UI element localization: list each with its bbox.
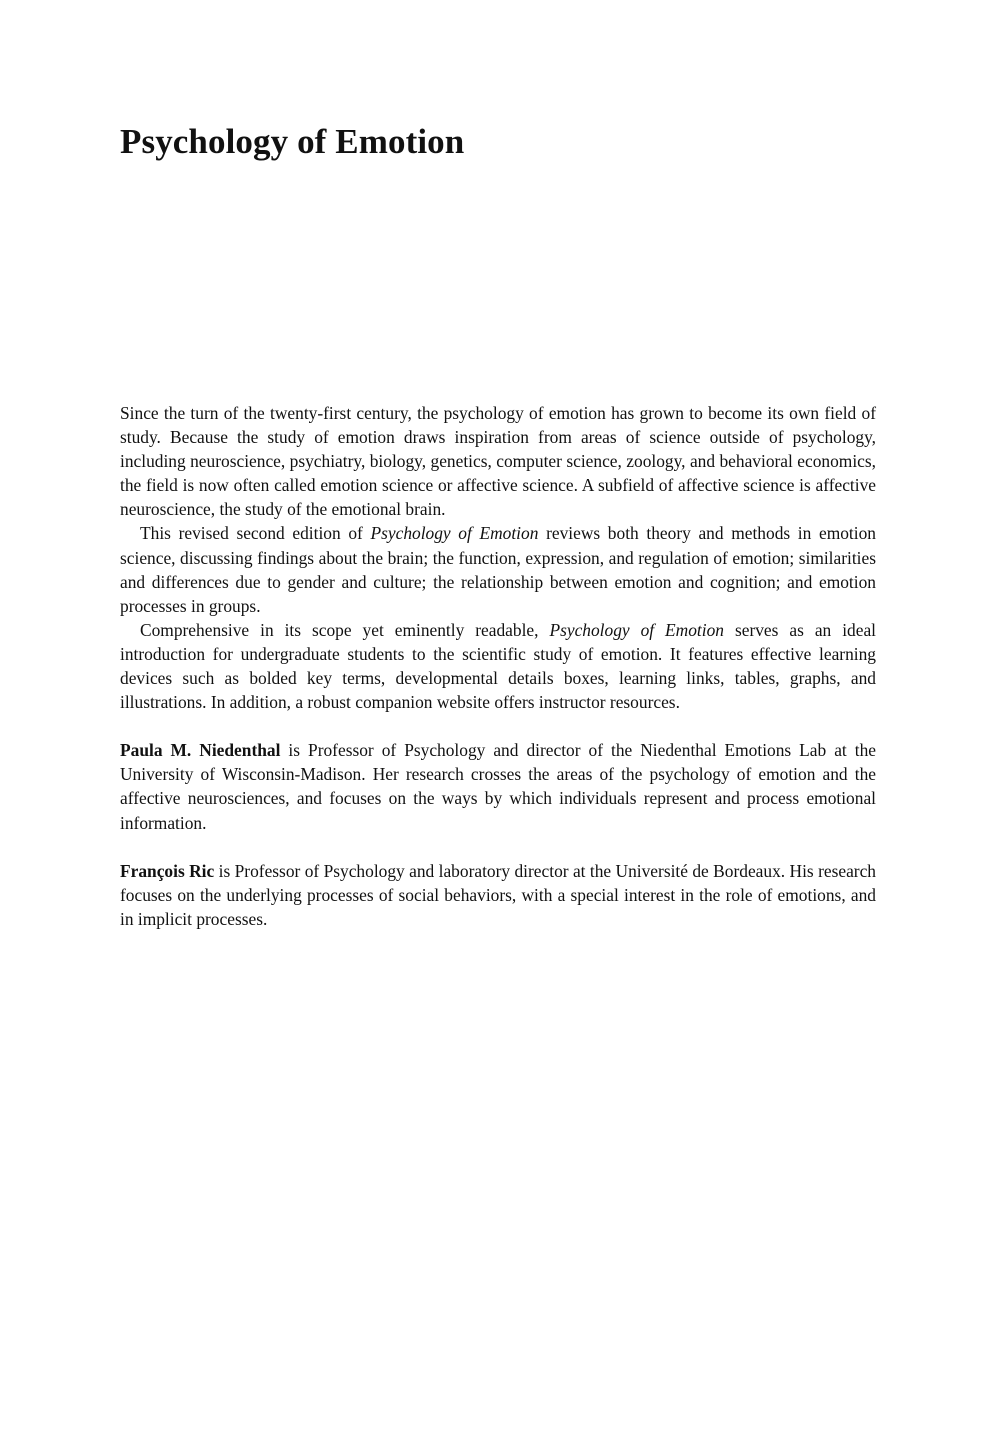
paragraph-text: This revised second edition of — [140, 523, 371, 544]
author-bio-niedenthal — [120, 738, 876, 834]
book-description — [120, 401, 876, 931]
paragraph-text: reviews both theory and methods in emotion science, discussing findings about the brain; the function, expression, and regulation of emotion; similarities and differences due to gender and culture; the relationship between emotion and cognition; and emotion processes in groups. — [120, 523, 876, 616]
description-paragraph-1: Since the turn of the twenty-first century, the psychology of emotion has grown to become its own field of study. Because the study of emotion draws inspiration from areas of science outside of psychology, including neuroscience, psychiatry, biology, genetics, computer science, zoology, and behavioral economics, the field is now often called emotion science or affective science. A subfield of affective science is affective neuroscience, the study of the emotional brain. — [120, 403, 876, 520]
paragraph-text: Comprehensive in its scope yet eminently readable, — [140, 619, 550, 640]
author-bio-ric — [120, 859, 876, 931]
author-name: Paula M. Niedenthal — [120, 740, 281, 761]
paragraph-text: serves as an ideal introduction for undergraduate students to the scientific study of emotion. It features effective learning devices such as bolded key terms, developmental details boxes, learning links, tables, graphs, and illustrations. In addition, a robust companion website offers instructor resources. — [120, 619, 876, 713]
description-paragraph-3 — [120, 618, 876, 714]
author-bio-text: is Professor of Psychology and director of the Niedenthal Emotions Lab at the University of Wisconsin-Madison. Her research crosses the areas of the psychology of emotion and the affective neurosciences, and focuses on the ways by which individuals represent and process emotional information. — [120, 740, 877, 833]
description-paragraph-2 — [120, 521, 876, 617]
author-name: François Ric — [120, 860, 215, 881]
book-title-italic: Psychology of Emotion — [370, 523, 539, 544]
author-bio-text: is Professor of Psychology and laboratory director at the Université de Bordeaux. His research focuses on the underlying processes of social behaviors, with a special interest in the role of emotions, and in implicit processes. — [120, 860, 876, 929]
book-title: Psychology of Emotion — [120, 122, 465, 161]
book-title-italic: Psychology of Emotion — [549, 619, 724, 640]
